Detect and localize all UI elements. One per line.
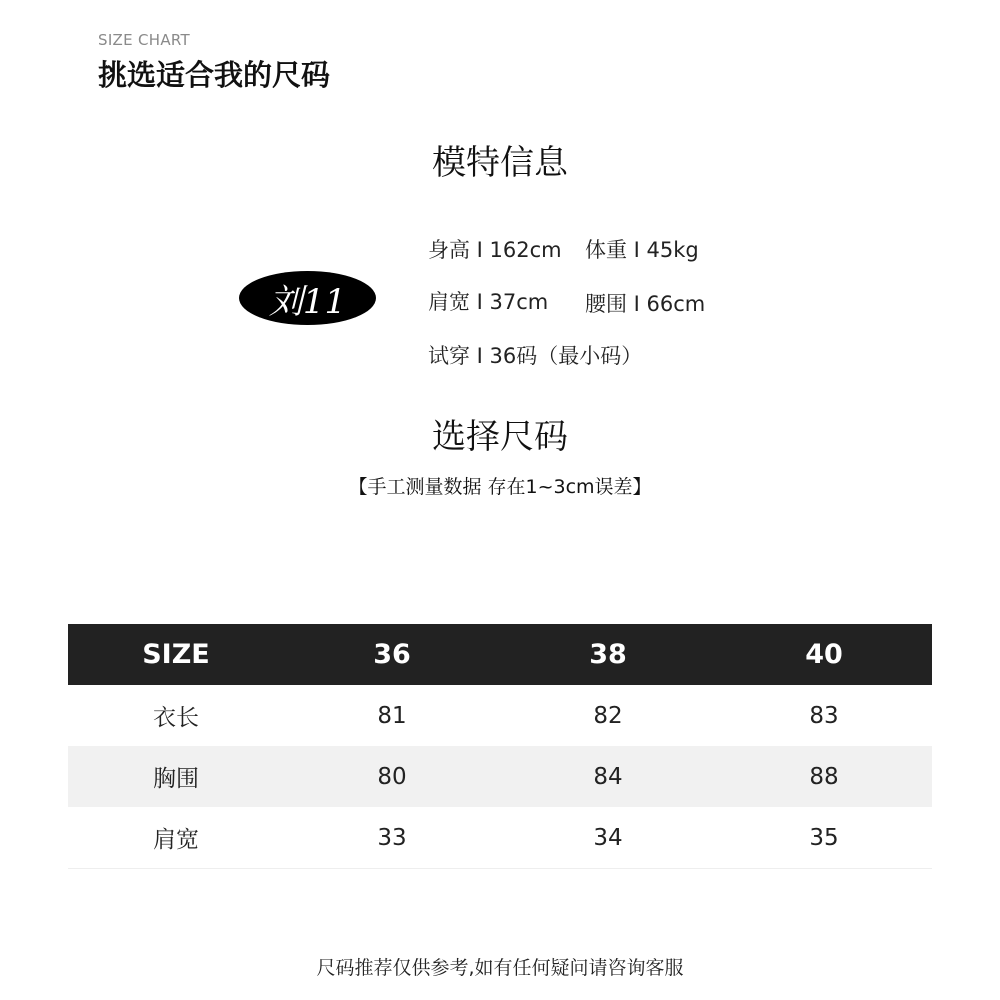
- choose-size-title: 选择尺码: [432, 417, 568, 457]
- table-cell: 胸围: [68, 746, 284, 807]
- table-cell: 肩宽: [68, 807, 284, 869]
- table-header-cell: 36: [284, 624, 500, 685]
- table-cell: 35: [716, 807, 932, 869]
- table-cell: 33: [284, 807, 500, 869]
- table-cell: 84: [500, 746, 716, 807]
- table-row: [68, 685, 932, 746]
- table-cell: 80: [284, 746, 500, 807]
- table-cell: 34: [500, 807, 716, 869]
- model-shoulder: 肩宽 I 37cm: [428, 290, 549, 314]
- model-waist: 腰围 I 66cm: [585, 292, 706, 316]
- size-table: [68, 624, 932, 869]
- table-header-row: [68, 624, 932, 685]
- table-row: [68, 807, 932, 869]
- table-cell: 衣长: [68, 685, 284, 746]
- page-title: 挑选适合我的尺码: [98, 58, 331, 92]
- model-height: 身高 I 162cm: [428, 238, 562, 262]
- table-header-cell: 40: [716, 624, 932, 685]
- size-chart-subtitle: SIZE CHART: [98, 31, 190, 49]
- footer-disclaimer: 尺码推荐仅供参考,如有任何疑问请咨询客服: [316, 957, 684, 979]
- model-tried-size: 试穿 I 36码（最小码）: [428, 344, 643, 368]
- table-cell: 88: [716, 746, 932, 807]
- model-weight: 体重 I 45kg: [585, 238, 699, 262]
- table-row: [68, 746, 932, 807]
- measurement-note: 【手工测量数据 存在1~3cm误差】: [348, 476, 652, 498]
- table-header-cell: 38: [500, 624, 716, 685]
- table-cell: 82: [500, 685, 716, 746]
- table-header-cell: SIZE: [68, 624, 284, 685]
- model-info-title: 模特信息: [432, 143, 568, 183]
- model-name-badge: [239, 271, 376, 325]
- model-name: 刘11: [268, 281, 347, 322]
- table-cell: 81: [284, 685, 500, 746]
- table-cell: 83: [716, 685, 932, 746]
